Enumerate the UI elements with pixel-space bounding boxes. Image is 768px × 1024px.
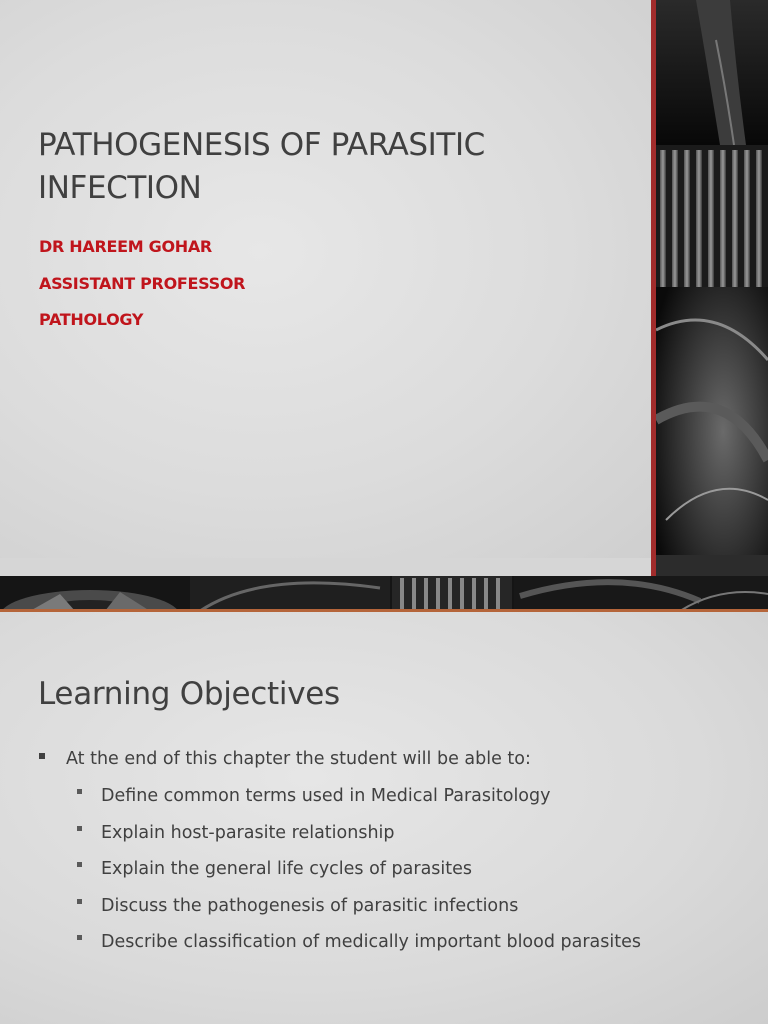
objective-text: Explain the general life cycles of parasites — [101, 859, 473, 879]
list-item — [77, 784, 641, 821]
list-item — [77, 821, 641, 858]
slide-1-title: PATHOGENESIS OF PARASITIC INFECTION — [38, 127, 485, 206]
square-bullet-icon — [77, 826, 82, 831]
slide-2 — [0, 612, 768, 1024]
square-bullet-icon — [77, 862, 82, 867]
slide-1-subtitle — [39, 236, 245, 346]
objective-text: Discuss the pathogenesis of parasitic infections — [101, 895, 519, 916]
square-bullet-icon — [77, 789, 82, 794]
slide-1-footer-bar — [0, 558, 651, 576]
list-item — [77, 857, 641, 894]
decorative-photo-strip — [0, 576, 768, 611]
objectives-list — [77, 784, 641, 967]
photo-strip-art — [0, 576, 768, 611]
square-bullet-icon — [77, 935, 82, 940]
author-department: PATHOLOGY — [39, 310, 144, 329]
intro-text: At the end of this chapter the student will be able to: — [66, 749, 531, 769]
list-item — [77, 930, 641, 967]
square-bullet-icon — [39, 753, 45, 759]
square-bullet-icon — [77, 899, 82, 904]
intro-bullet — [39, 749, 531, 769]
objective-text: Describe classification of medically important blood parasites — [101, 932, 641, 952]
decorative-photo-column — [656, 0, 768, 576]
photo-column-art — [656, 0, 768, 576]
author-name: DR HAREEM GOHAR — [39, 237, 212, 256]
slide-2-title: Learning Objectives — [38, 676, 340, 712]
author-position: ASSISTANT PROFESSOR — [39, 273, 246, 293]
objective-text: Define common terms used in Medical Parasitology — [101, 786, 551, 806]
list-item — [77, 894, 641, 931]
objective-text: Explain host-parasite relationship — [101, 822, 395, 843]
